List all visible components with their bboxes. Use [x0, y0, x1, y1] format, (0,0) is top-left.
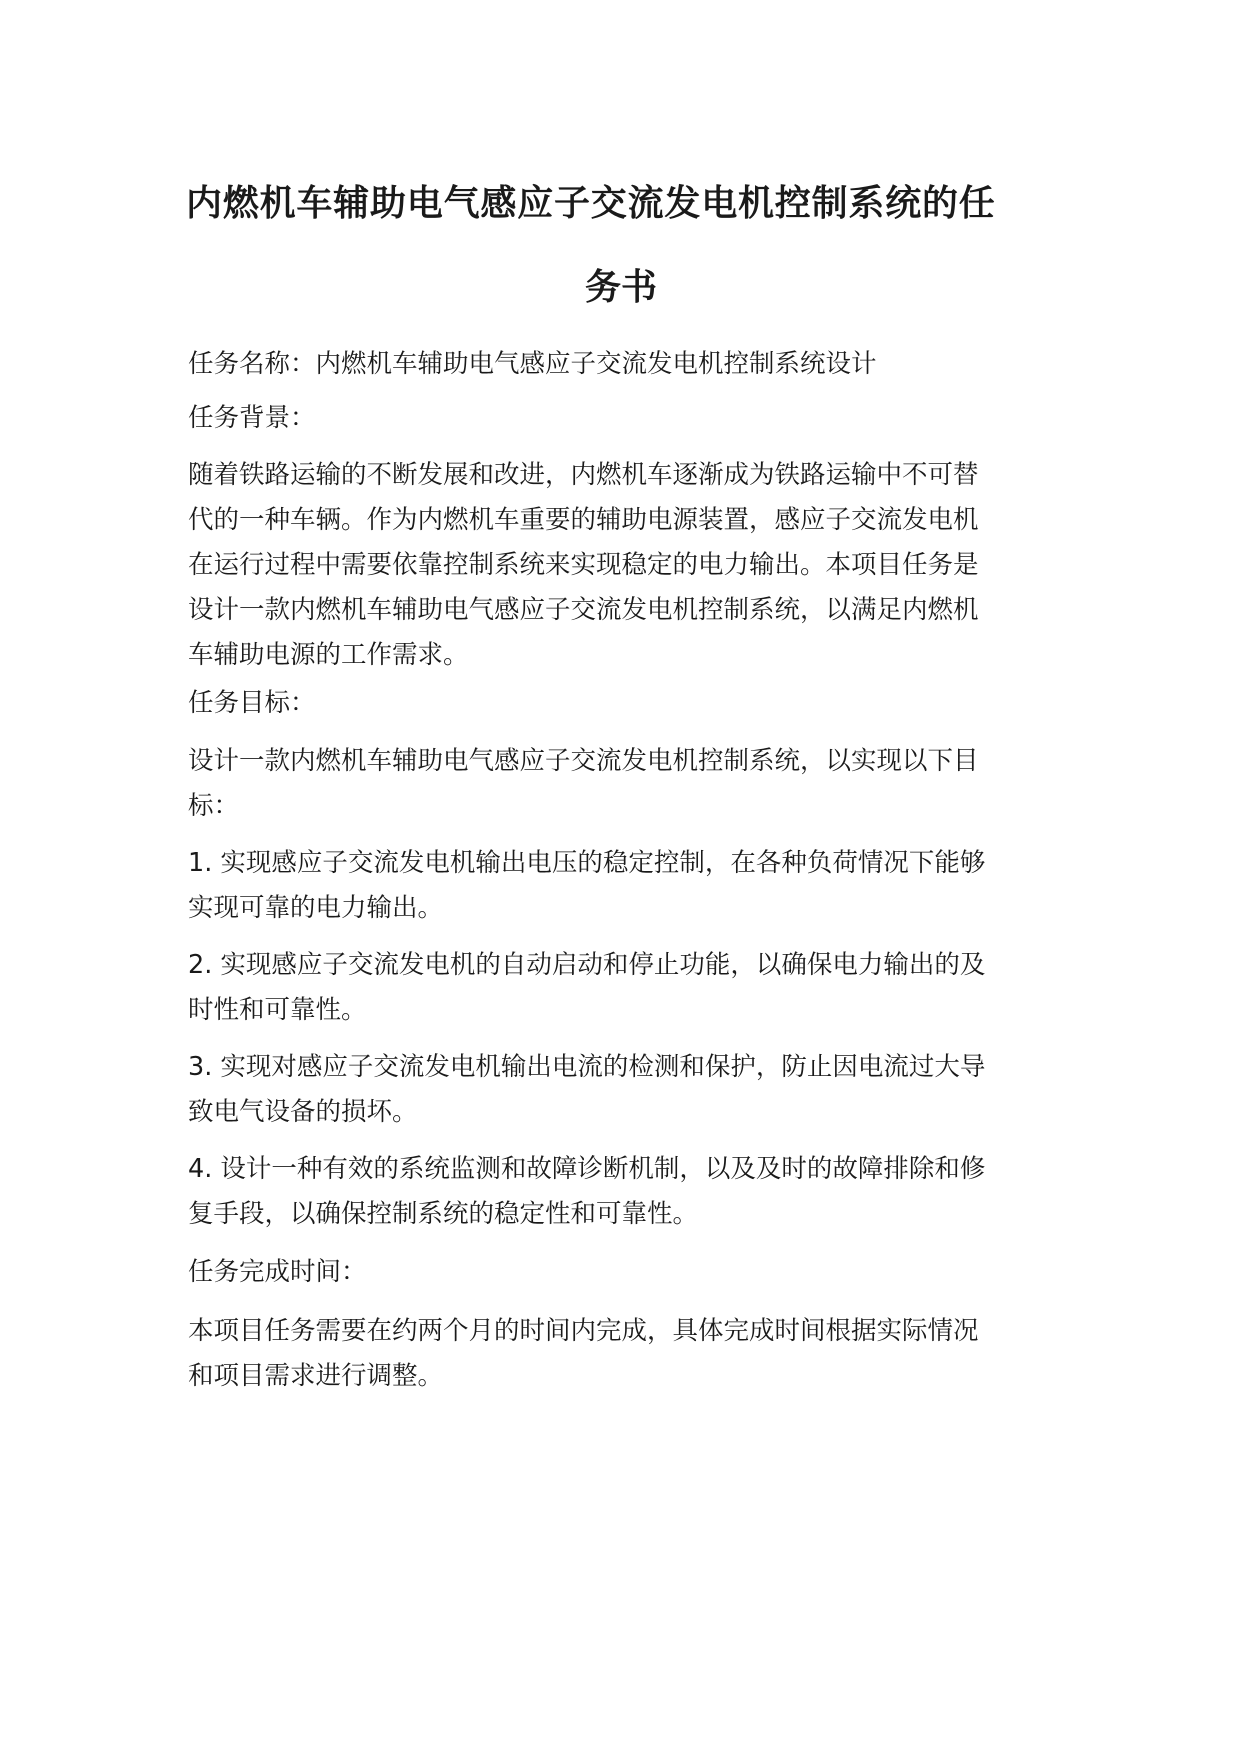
document-title-line-1: 内燃机车辅助电气感应子交流发电机控制系统的任	[186, 183, 996, 224]
time-heading	[188, 1250, 1038, 1295]
time-heading-text: 任务完成时间：	[188, 1257, 367, 1287]
goal-heading	[188, 681, 1038, 726]
goal-item-line: 时性和可靠性。	[188, 995, 367, 1025]
background-line: 随着铁路运输的不断发展和改进，内燃机车逐渐成为铁路运输中不可替	[188, 460, 979, 490]
goal-item-line: 致电气设备的损坏。	[188, 1097, 418, 1127]
goal-intro-line: 设计一款内燃机车辅助电气感应子交流发电机控制系统，以实现以下目	[188, 746, 979, 776]
time-paragraph	[188, 1309, 1038, 1399]
background-line: 在运行过程中需要依靠控制系统来实现稳定的电力输出。本项目任务是	[188, 550, 979, 580]
goal-heading-text: 任务目标：	[188, 688, 316, 718]
goal-item-line: 1. 实现感应子交流发电机输出电压的稳定控制，在各种负荷情况下能够	[188, 848, 986, 878]
goal-item-line: 2. 实现感应子交流发电机的自动启动和停止功能，以确保电力输出的及	[188, 950, 986, 980]
document-title-line-2: 务书	[584, 267, 657, 308]
goal-item-line: 3. 实现对感应子交流发电机输出电流的检测和保护，防止因电流过大导	[188, 1052, 986, 1082]
time-line: 和项目需求进行调整。	[188, 1361, 444, 1391]
time-line: 本项目任务需要在约两个月的时间内完成，具体完成时间根据实际情况	[188, 1316, 979, 1346]
goal-item-line: 复手段，以确保控制系统的稳定性和可靠性。	[188, 1199, 699, 1229]
goal-item-1	[188, 841, 1038, 931]
goal-intro-line: 标：	[188, 791, 240, 821]
background-heading-text: 任务背景：	[188, 403, 316, 433]
goal-item-line: 实现可靠的电力输出。	[188, 893, 444, 923]
background-paragraph	[188, 453, 1038, 678]
task-name-paragraph	[188, 342, 1038, 387]
background-heading	[188, 396, 1038, 441]
goal-item-4	[188, 1147, 1038, 1237]
goal-item-2	[188, 943, 1038, 1033]
goal-intro-paragraph	[188, 739, 1038, 829]
background-line: 代的一种车辆。作为内燃机车重要的辅助电源装置，感应子交流发电机	[188, 505, 979, 535]
goal-item-3	[188, 1045, 1038, 1135]
background-line: 车辅助电源的工作需求。	[188, 640, 469, 670]
task-name-text: 任务名称：内燃机车辅助电气感应子交流发电机控制系统设计	[188, 349, 877, 379]
goal-item-line: 4. 设计一种有效的系统监测和故障诊断机制，以及及时的故障排除和修	[188, 1154, 986, 1184]
background-line: 设计一款内燃机车辅助电气感应子交流发电机控制系统，以满足内燃机	[188, 595, 979, 625]
